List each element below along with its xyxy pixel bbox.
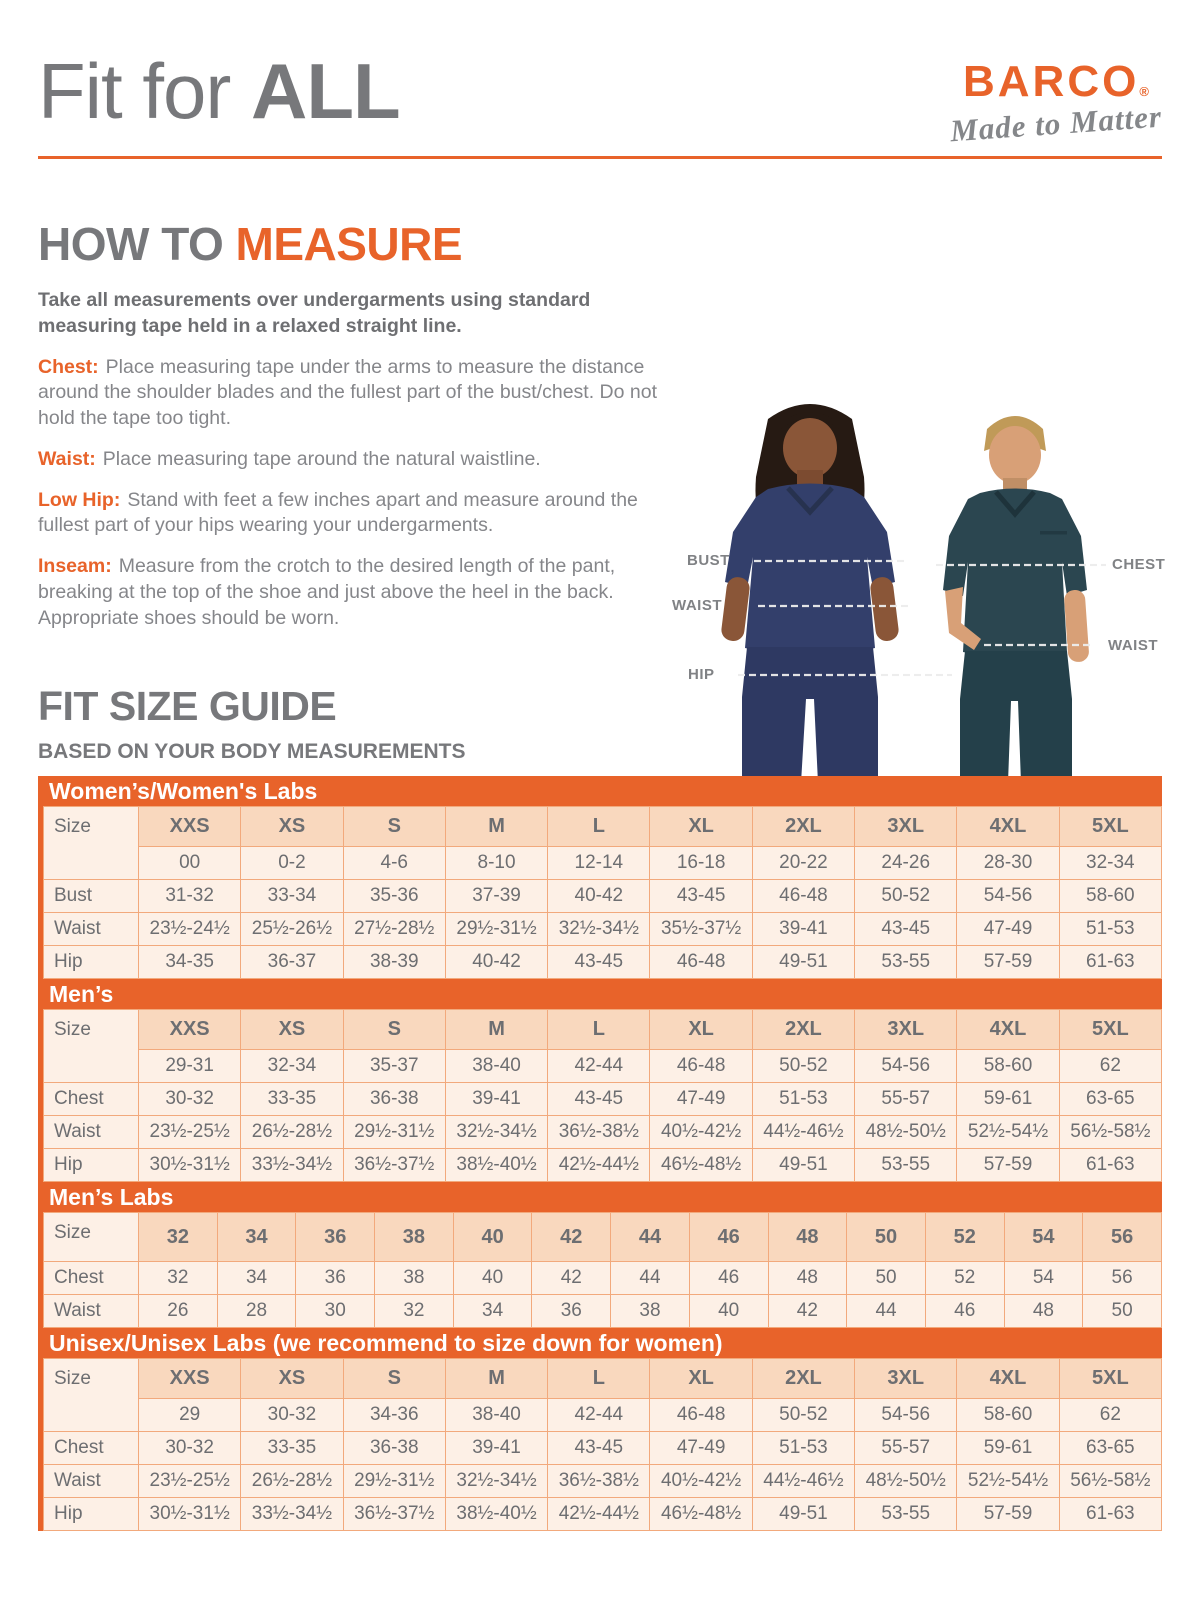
- size-col-header: S: [343, 1359, 445, 1399]
- size-range-cell: 43-45: [548, 1432, 650, 1465]
- size-col-header: XS: [241, 1359, 343, 1399]
- size-col-header: 48: [768, 1213, 847, 1262]
- measure-item-chest: [38, 355, 663, 432]
- size-range-cell: 36½-38½: [548, 1465, 650, 1498]
- size-range-cell: 56: [1083, 1262, 1162, 1295]
- size-table: [43, 806, 1162, 979]
- numeric-size-cell: 38-40: [445, 1399, 547, 1432]
- size-range-cell: 46½-48½: [650, 1498, 752, 1531]
- size-range-cell: 37-39: [445, 880, 547, 913]
- size-range-cell: 51-53: [752, 1432, 854, 1465]
- numeric-size-cell: 42-44: [548, 1050, 650, 1083]
- size-range-cell: 57-59: [957, 946, 1059, 979]
- measurement-row-waist: [44, 1116, 1162, 1149]
- size-header-row: [44, 807, 1162, 847]
- size-col-header: 52: [925, 1213, 1004, 1262]
- size-range-cell: 43-45: [548, 946, 650, 979]
- size-range-cell: 40½-42½: [650, 1116, 752, 1149]
- size-range-cell: 55-57: [855, 1083, 957, 1116]
- size-range-cell: 42: [532, 1262, 611, 1295]
- title-measure: MEASURE: [235, 218, 463, 270]
- size-col-header: XL: [650, 1010, 752, 1050]
- size-col-header: 3XL: [855, 1010, 957, 1050]
- row-label: Chest: [44, 1262, 139, 1295]
- size-col-header: 4XL: [957, 1010, 1059, 1050]
- size-col-label: Size: [44, 807, 139, 880]
- numeric-size-cell: 4-6: [343, 847, 445, 880]
- size-range-cell: 53-55: [855, 1149, 957, 1182]
- size-range-cell: 47-49: [650, 1432, 752, 1465]
- low-hip-text: Stand with feet a few inches apart and measure around the fullest part of your hips wearing your undergarments.: [38, 488, 638, 537]
- size-range-cell: 40-42: [548, 880, 650, 913]
- size-range-cell: 29½-31½: [343, 1116, 445, 1149]
- size-col-header: 32: [139, 1213, 218, 1262]
- page-title-bold: ALL: [251, 47, 400, 135]
- size-range-cell: 43-45: [548, 1083, 650, 1116]
- size-range-cell: 26: [139, 1295, 218, 1328]
- size-range-cell: 44½-46½: [752, 1116, 854, 1149]
- hip-label: HIP: [688, 666, 715, 683]
- size-range-cell: 44: [847, 1295, 926, 1328]
- size-range-cell: 25½-26½: [241, 913, 343, 946]
- size-col-header: L: [548, 1010, 650, 1050]
- size-range-cell: 43-45: [650, 880, 752, 913]
- size-range-cell: 30-32: [139, 1083, 241, 1116]
- row-label: Waist: [44, 1295, 139, 1328]
- size-col-header: XXS: [139, 807, 241, 847]
- size-range-cell: 26½-28½: [241, 1465, 343, 1498]
- size-range-cell: 36½-37½: [343, 1498, 445, 1531]
- inseam-text: Measure from the crotch to the desired length of the pant, breaking at the top of the shoe and just above the heel in the back. Appropriate shoes should be worn.: [38, 555, 616, 629]
- size-range-cell: 34: [453, 1295, 532, 1328]
- size-header-row: [44, 1213, 1162, 1262]
- measure-item-waist: [38, 447, 663, 473]
- fit-size-guide-section: [38, 683, 1162, 1531]
- size-range-cell: 36½-37½: [343, 1149, 445, 1182]
- size-tables: [38, 776, 1162, 1531]
- size-range-cell: 32½-34½: [445, 1116, 547, 1149]
- size-range-cell: 52½-54½: [957, 1465, 1059, 1498]
- size-range-cell: 39-41: [752, 913, 854, 946]
- measurement-row-waist: [44, 913, 1162, 946]
- size-range-cell: 49-51: [752, 1498, 854, 1531]
- size-range-cell: 63-65: [1059, 1083, 1161, 1116]
- size-col-header: 42: [532, 1213, 611, 1262]
- row-label: Bust: [44, 880, 139, 913]
- numeric-size-row: [44, 1050, 1162, 1083]
- size-range-cell: 36½-38½: [548, 1116, 650, 1149]
- size-range-cell: 57-59: [957, 1149, 1059, 1182]
- size-range-cell: 56½-58½: [1059, 1465, 1161, 1498]
- size-range-cell: 40: [453, 1262, 532, 1295]
- size-col-header: 34: [217, 1213, 296, 1262]
- size-col-header: XL: [650, 1359, 752, 1399]
- size-range-cell: 44½-46½: [752, 1465, 854, 1498]
- size-range-cell: 49-51: [752, 946, 854, 979]
- size-col-label: Size: [44, 1359, 139, 1432]
- size-col-header: L: [548, 1359, 650, 1399]
- numeric-size-cell: 0-2: [241, 847, 343, 880]
- numeric-size-cell: 32-34: [241, 1050, 343, 1083]
- measure-item-inseam: [38, 554, 663, 631]
- registered-mark: ®: [1139, 84, 1149, 99]
- numeric-size-row: [44, 847, 1162, 880]
- size-col-header: 4XL: [957, 807, 1059, 847]
- size-range-cell: 42½-44½: [548, 1149, 650, 1182]
- size-range-cell: 58-60: [1059, 880, 1161, 913]
- size-col-header: S: [343, 807, 445, 847]
- size-guide-subtitle: BASED ON YOUR BODY MEASUREMENTS: [38, 740, 466, 763]
- size-range-cell: 38: [611, 1295, 690, 1328]
- size-col-header: S: [343, 1010, 445, 1050]
- brand-tagline: Made to Matter: [948, 98, 1163, 149]
- size-col-header: 2XL: [752, 1010, 854, 1050]
- size-range-cell: 31-32: [139, 880, 241, 913]
- size-range-cell: 34-35: [139, 946, 241, 979]
- size-range-cell: 33½-34½: [241, 1149, 343, 1182]
- table-band-title: Men’s: [38, 979, 1162, 1009]
- size-col-header: 5XL: [1059, 1359, 1161, 1399]
- size-col-header: 2XL: [752, 807, 854, 847]
- size-col-header: 50: [847, 1213, 926, 1262]
- size-range-cell: 32½-34½: [445, 1465, 547, 1498]
- size-range-cell: 38½-40½: [445, 1149, 547, 1182]
- size-col-header: M: [445, 1010, 547, 1050]
- size-range-cell: 53-55: [855, 1498, 957, 1531]
- size-range-cell: 46½-48½: [650, 1149, 752, 1182]
- size-range-cell: 49-51: [752, 1149, 854, 1182]
- size-range-cell: 59-61: [957, 1432, 1059, 1465]
- size-col-header: 3XL: [855, 1359, 957, 1399]
- numeric-size-cell: 34-36: [343, 1399, 445, 1432]
- size-range-cell: 23½-24½: [139, 913, 241, 946]
- size-col-header: 44: [611, 1213, 690, 1262]
- waist-left-label: WAIST: [672, 597, 722, 614]
- size-range-cell: 42: [768, 1295, 847, 1328]
- table-band-title: Men’s Labs: [38, 1182, 1162, 1212]
- chest-lead: Chest:: [38, 355, 99, 378]
- size-col-header: XS: [241, 1010, 343, 1050]
- numeric-size-cell: 30-32: [241, 1399, 343, 1432]
- size-table-block-3: [38, 1328, 1162, 1531]
- size-range-cell: 27½-28½: [343, 913, 445, 946]
- brand-name: [950, 57, 1162, 106]
- numeric-size-cell: 50-52: [752, 1050, 854, 1083]
- measurement-row-chest: [44, 1262, 1162, 1295]
- size-guide-title: FIT SIZE GUIDE: [38, 683, 337, 729]
- numeric-size-cell: 32-34: [1059, 847, 1161, 880]
- size-range-cell: 50: [1083, 1295, 1162, 1328]
- size-range-cell: 38-39: [343, 946, 445, 979]
- size-range-cell: 46: [689, 1262, 768, 1295]
- page-title-light: Fit for: [38, 47, 252, 135]
- size-col-header: XXS: [139, 1359, 241, 1399]
- numeric-size-cell: 28-30: [957, 847, 1059, 880]
- measurement-row-waist: [44, 1465, 1162, 1498]
- size-header-row: [44, 1010, 1162, 1050]
- size-table: [43, 1009, 1162, 1182]
- size-range-cell: 47-49: [957, 913, 1059, 946]
- page-header: [38, 0, 1163, 149]
- measurement-row-chest: [44, 1432, 1162, 1465]
- measurement-row-hip: [44, 1498, 1162, 1531]
- size-range-cell: 30: [296, 1295, 375, 1328]
- size-range-cell: 29½-31½: [343, 1465, 445, 1498]
- size-range-cell: 40-42: [445, 946, 547, 979]
- title-how-to: HOW TO: [38, 218, 236, 270]
- size-range-cell: 43-45: [855, 913, 957, 946]
- size-col-header: 56: [1083, 1213, 1162, 1262]
- size-range-cell: 39-41: [445, 1432, 547, 1465]
- table-band-title: Women’s/Women's Labs: [38, 776, 1162, 806]
- size-table: [43, 1212, 1162, 1328]
- size-col-header: 5XL: [1059, 807, 1161, 847]
- numeric-size-cell: 38-40: [445, 1050, 547, 1083]
- size-table-block-0: [38, 776, 1162, 979]
- numeric-size-cell: 62: [1059, 1399, 1161, 1432]
- page-title: [38, 47, 400, 135]
- measure-intro: Take all measurements over undergarments using standard measuring tape held in a relaxed straight line.: [38, 289, 591, 338]
- size-table: [43, 1358, 1162, 1531]
- size-range-cell: 35-36: [343, 880, 445, 913]
- size-range-cell: 52: [925, 1262, 1004, 1295]
- measurement-row-hip: [44, 946, 1162, 979]
- numeric-size-row: [44, 1399, 1162, 1432]
- size-col-header: 5XL: [1059, 1010, 1161, 1050]
- size-range-cell: 59-61: [957, 1083, 1059, 1116]
- numeric-size-cell: 46-48: [650, 1399, 752, 1432]
- how-to-measure-section: [38, 218, 663, 631]
- size-range-cell: 53-55: [855, 946, 957, 979]
- row-label: Hip: [44, 1149, 139, 1182]
- size-range-cell: 54-56: [957, 880, 1059, 913]
- size-range-cell: 29½-31½: [445, 913, 547, 946]
- size-col-header: L: [548, 807, 650, 847]
- size-range-cell: 33½-34½: [241, 1498, 343, 1531]
- numeric-size-cell: 29: [139, 1399, 241, 1432]
- row-label: Waist: [44, 1465, 139, 1498]
- bust-label: BUST: [687, 552, 730, 569]
- size-range-cell: 48: [768, 1262, 847, 1295]
- measurement-row-chest: [44, 1083, 1162, 1116]
- row-label: Hip: [44, 946, 139, 979]
- size-range-cell: 30½-31½: [139, 1149, 241, 1182]
- size-range-cell: 61-63: [1059, 1149, 1161, 1182]
- size-range-cell: 30-32: [139, 1432, 241, 1465]
- size-range-cell: 40: [689, 1295, 768, 1328]
- size-table-block-1: [38, 979, 1162, 1182]
- size-col-header: M: [445, 1359, 547, 1399]
- size-range-cell: 23½-25½: [139, 1465, 241, 1498]
- size-col-header: 46: [689, 1213, 768, 1262]
- size-range-cell: 28: [217, 1295, 296, 1328]
- size-range-cell: 36: [296, 1262, 375, 1295]
- size-range-cell: 36-37: [241, 946, 343, 979]
- size-range-cell: 47-49: [650, 1083, 752, 1116]
- size-col-header: 2XL: [752, 1359, 854, 1399]
- size-range-cell: 50: [847, 1262, 926, 1295]
- size-col-header: XS: [241, 807, 343, 847]
- size-range-cell: 46: [925, 1295, 1004, 1328]
- row-label: Chest: [44, 1432, 139, 1465]
- size-header-row: [44, 1359, 1162, 1399]
- numeric-size-cell: 35-37: [343, 1050, 445, 1083]
- size-range-cell: 48: [1004, 1295, 1083, 1328]
- numeric-size-cell: 54-56: [855, 1399, 957, 1432]
- size-range-cell: 56½-58½: [1059, 1116, 1161, 1149]
- size-range-cell: 46-48: [650, 946, 752, 979]
- numeric-size-cell: 8-10: [445, 847, 547, 880]
- measurement-row-hip: [44, 1149, 1162, 1182]
- size-range-cell: 63-65: [1059, 1432, 1161, 1465]
- size-range-cell: 40½-42½: [650, 1465, 752, 1498]
- measure-item-low-hip: [38, 488, 663, 539]
- size-range-cell: 32: [375, 1295, 454, 1328]
- size-col-header: 40: [453, 1213, 532, 1262]
- size-range-cell: 26½-28½: [241, 1116, 343, 1149]
- size-col-header: XXS: [139, 1010, 241, 1050]
- size-col-header: M: [445, 807, 547, 847]
- numeric-size-cell: 12-14: [548, 847, 650, 880]
- numeric-size-cell: 16-18: [650, 847, 752, 880]
- size-col-header: 54: [1004, 1213, 1083, 1262]
- measurement-row-bust: [44, 880, 1162, 913]
- size-col-header: XL: [650, 807, 752, 847]
- size-col-header: 4XL: [957, 1359, 1059, 1399]
- size-table-block-2: [38, 1182, 1162, 1328]
- numeric-size-cell: 58-60: [957, 1050, 1059, 1083]
- how-to-measure-title: [38, 218, 663, 270]
- waist-text: Place measuring tape around the natural waistline.: [102, 447, 541, 470]
- numeric-size-cell: 29-31: [139, 1050, 241, 1083]
- size-range-cell: 44: [611, 1262, 690, 1295]
- size-range-cell: 50-52: [855, 880, 957, 913]
- size-range-cell: 32½-34½: [548, 913, 650, 946]
- size-range-cell: 48½-50½: [855, 1465, 957, 1498]
- size-range-cell: 33-34: [241, 880, 343, 913]
- numeric-size-cell: 46-48: [650, 1050, 752, 1083]
- size-range-cell: 51-53: [1059, 913, 1161, 946]
- size-range-cell: 46-48: [752, 880, 854, 913]
- size-col-header: 3XL: [855, 807, 957, 847]
- size-range-cell: 42½-44½: [548, 1498, 650, 1531]
- size-range-cell: 36-38: [343, 1432, 445, 1465]
- table-band-title: Unisex/Unisex Labs (we recommend to size down for women): [38, 1328, 1162, 1358]
- chest-label: CHEST: [1112, 556, 1166, 573]
- waist-right-label: WAIST: [1108, 637, 1158, 654]
- size-range-cell: 32: [139, 1262, 218, 1295]
- size-range-cell: 52½-54½: [957, 1116, 1059, 1149]
- size-range-cell: 33-35: [241, 1432, 343, 1465]
- row-label: Waist: [44, 1116, 139, 1149]
- row-label: Hip: [44, 1498, 139, 1531]
- size-range-cell: 55-57: [855, 1432, 957, 1465]
- numeric-size-cell: 62: [1059, 1050, 1161, 1083]
- inseam-lead: Inseam:: [38, 555, 112, 578]
- size-range-cell: 23½-25½: [139, 1116, 241, 1149]
- waist-lead: Waist:: [38, 447, 96, 470]
- size-range-cell: 34: [217, 1262, 296, 1295]
- row-label: Waist: [44, 913, 139, 946]
- numeric-size-cell: 00: [139, 847, 241, 880]
- size-range-cell: 61-63: [1059, 946, 1161, 979]
- size-range-cell: 48½-50½: [855, 1116, 957, 1149]
- size-col-header: 38: [375, 1213, 454, 1262]
- size-range-cell: 36: [532, 1295, 611, 1328]
- numeric-size-cell: 20-22: [752, 847, 854, 880]
- numeric-size-cell: 58-60: [957, 1399, 1059, 1432]
- size-range-cell: 33-35: [241, 1083, 343, 1116]
- size-range-cell: 30½-31½: [139, 1498, 241, 1531]
- numeric-size-cell: 42-44: [548, 1399, 650, 1432]
- size-col-label: Size: [44, 1010, 139, 1083]
- size-range-cell: 35½-37½: [650, 913, 752, 946]
- size-range-cell: 38½-40½: [445, 1498, 547, 1531]
- size-range-cell: 36-38: [343, 1083, 445, 1116]
- low-hip-lead: Low Hip:: [38, 488, 121, 511]
- numeric-size-cell: 54-56: [855, 1050, 957, 1083]
- brand-wordmark: BARCO: [963, 57, 1140, 106]
- size-range-cell: 39-41: [445, 1083, 547, 1116]
- measurement-row-waist: [44, 1295, 1162, 1328]
- chest-text: Place measuring tape under the arms to measure the distance around the shoulder blades and the fullest part of the bust/chest. Do not hold the tape too tight.: [38, 355, 657, 430]
- size-col-header: 36: [296, 1213, 375, 1262]
- barco-logo: [948, 57, 1163, 149]
- size-range-cell: 51-53: [752, 1083, 854, 1116]
- size-range-cell: 57-59: [957, 1498, 1059, 1531]
- size-range-cell: 54: [1004, 1262, 1083, 1295]
- header-divider: [38, 156, 1162, 159]
- size-col-label: Size: [44, 1213, 139, 1262]
- numeric-size-cell: 24-26: [855, 847, 957, 880]
- row-label: Chest: [44, 1083, 139, 1116]
- size-range-cell: 38: [375, 1262, 454, 1295]
- size-range-cell: 61-63: [1059, 1498, 1161, 1531]
- numeric-size-cell: 50-52: [752, 1399, 854, 1432]
